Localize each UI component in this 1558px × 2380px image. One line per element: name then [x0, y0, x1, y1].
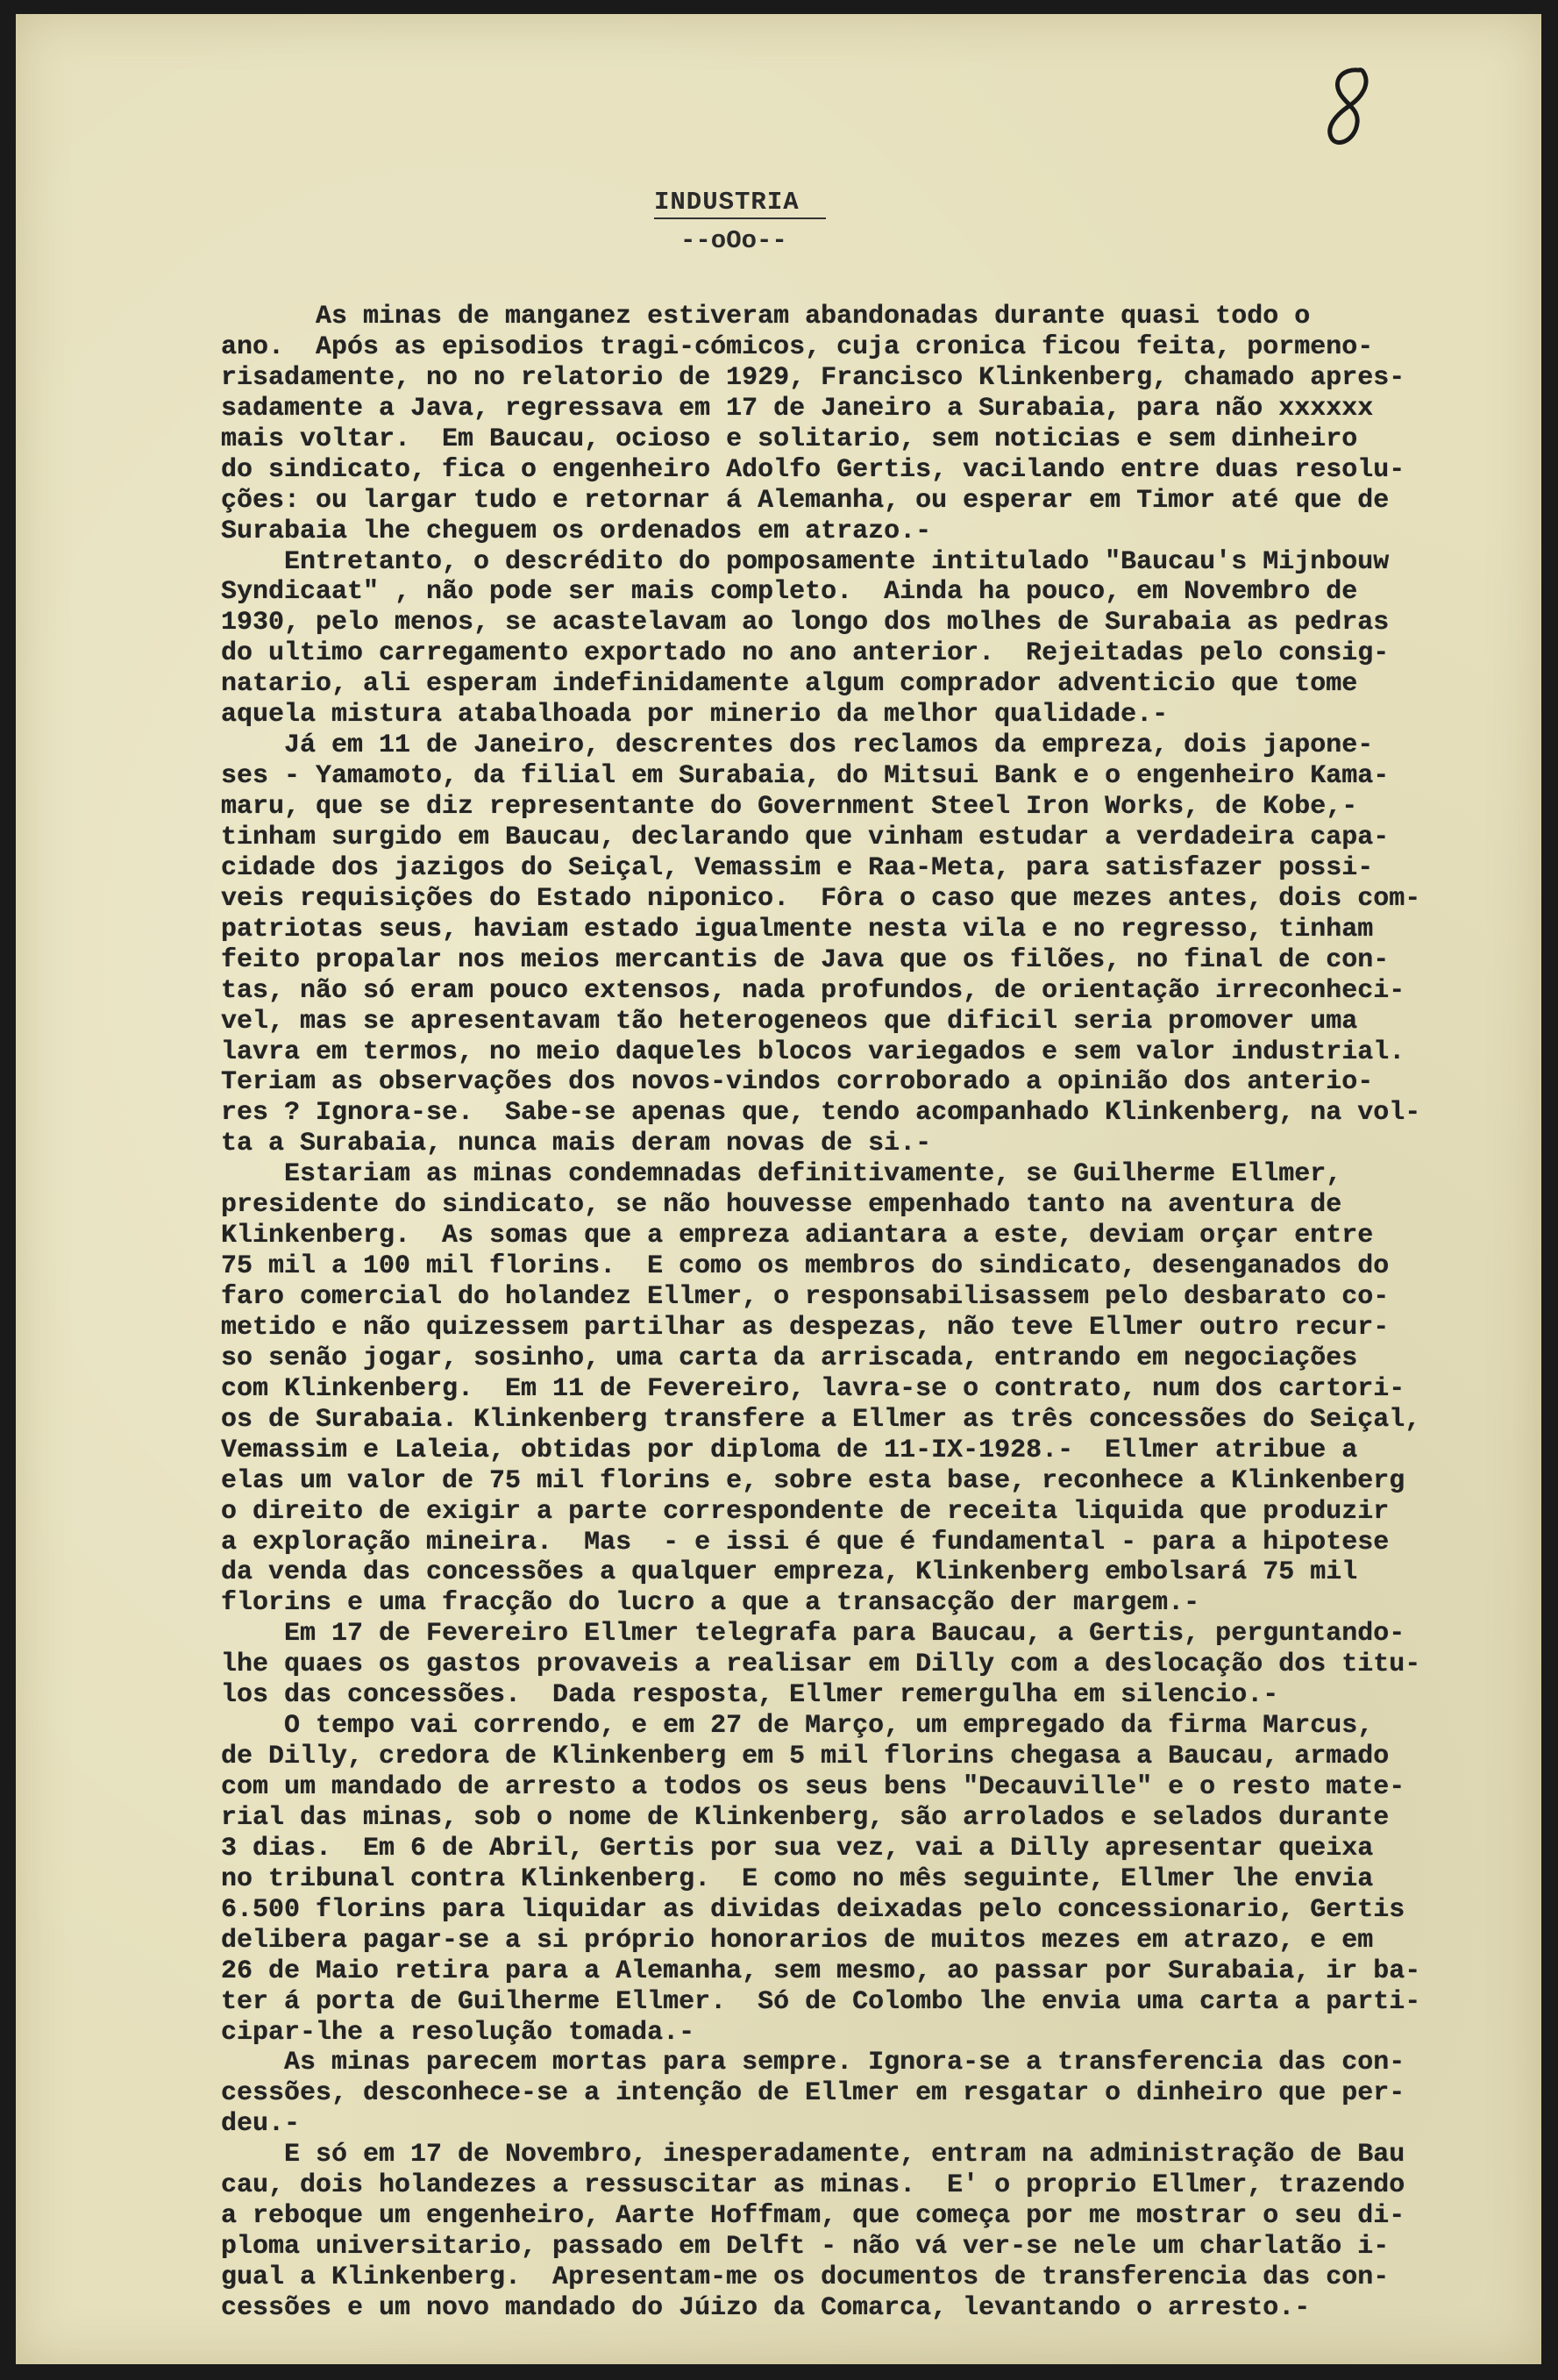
- text-line: do sindicato, fica o engenheiro Adolfo Gertis, vacilando entre duas resolu-: [221, 454, 1405, 485]
- text-line: feito propalar nos meios mercantis de Java que os filões, no final de con-: [221, 944, 1390, 975]
- text-line: Entretanto, o descrédito do pomposamente intitulado "Baucau's Mijnbouw: [221, 546, 1390, 577]
- text-line: As minas parecem mortas para sempre. Ignora-se a transferencia das con-: [221, 2048, 1405, 2078]
- text-line: cessões, desconhece-se a intenção de Ellmer em resgatar o dinheiro que per-: [221, 2078, 1405, 2109]
- text-line: ano. Após as episodios tragi-cómicos, cuja cronica ficou feita, pormeno-: [221, 331, 1374, 362]
- text-line: gual a Klinkenberg. Apresentam-me os documentos de transferencia das con-: [221, 2262, 1390, 2292]
- page-number-handwritten: [1313, 65, 1384, 161]
- text-line: risadamente, no no relatorio de 1929, Francisco Klinkenberg, chamado apres-: [221, 362, 1405, 393]
- text-line: ploma universitario, passado em Delft - não vá ver-se nele um charlatão i-: [221, 2232, 1390, 2262]
- text-line: 3 dias. Em 6 de Abril, Gertis por sua vez, vai a Dilly apresentar queixa: [221, 1833, 1374, 1863]
- text-line: metido e não quizessem partilhar as despezas, não teve Ellmer outro recur-: [221, 1312, 1390, 1343]
- text-line: de Dilly, credora de Klinkenberg em 5 mil florins chegasa a Baucau, armado: [221, 1742, 1390, 1772]
- text-line: lhe quaes os gastos provaveis a realisar em Dilly com a deslocação dos titu-: [221, 1650, 1421, 1680]
- text-line: os de Surabaia. Klinkenberg transfere a Ellmer as três concessões do Seiçal,: [221, 1404, 1421, 1435]
- page-number-glyph: [1313, 65, 1384, 161]
- text-line: presidente do sindicato, se não houvesse empenhado tanto na aventura de: [221, 1190, 1342, 1221]
- text-line: O tempo vai correndo, e em 27 de Março, um empregado da firma Marcus,: [221, 1711, 1374, 1742]
- document-page: [16, 14, 1541, 2364]
- text-line: Vemassim e Laleia, obtidas por diploma de 11-IX-1928.- Ellmer atribue a: [221, 1435, 1358, 1465]
- text-line: a reboque um engenheiro, Aarte Hoffmam, que começa por me mostrar o seu di-: [221, 2201, 1405, 2232]
- document-subtitle: --oOo--: [680, 226, 787, 255]
- text-line: Syndicaat" , não pode ser mais completo. Ainda ha pouco, em Novembro de: [221, 577, 1358, 608]
- text-line: ta a Surabaia, nunca mais deram novas de si.-: [221, 1129, 932, 1159]
- text-line: tas, não só eram pouco extensos, nada profundos, de orientação irreconheci-: [221, 975, 1405, 1006]
- text-line: mais voltar. Em Baucau, ocioso e solitario, sem noticias e sem dinheiro: [221, 424, 1358, 454]
- text-line: lavra em termos, no meio daqueles blocos variegados e sem valor industrial.: [221, 1037, 1405, 1067]
- text-line: ses - Yamamoto, da filial em Surabaia, do Mitsui Bank e o engenheiro Kama-: [221, 761, 1390, 792]
- text-line: Em 17 de Fevereiro Ellmer telegrafa para Baucau, a Gertis, perguntando-: [221, 1619, 1405, 1650]
- text-line: maru, que se diz representante do Government Steel Iron Works, de Kobe,-: [221, 792, 1358, 822]
- text-line: Teriam as observações dos novos-vindos corroborado a opinião dos anterio-: [221, 1067, 1374, 1098]
- text-line: 1930, pelo menos, se acastelavam ao longo dos molhes de Surabaia as pedras: [221, 608, 1390, 638]
- text-line: com um mandado de arresto a todos os seus bens "Decauville" e o resto mate-: [221, 1772, 1405, 1802]
- text-line: veis requisições do Estado niponico. Fôra o caso que mezes antes, dois com-: [221, 883, 1421, 914]
- text-line: As minas de manganez estiveram abandonadas durante quasi todo o: [221, 302, 1311, 331]
- document-title: INDUSTRIA: [654, 188, 800, 217]
- text-line: deu.-: [221, 2109, 301, 2140]
- text-line: da venda das concessões a qualquer empreza, Klinkenberg embolsará 75 mil: [221, 1557, 1358, 1588]
- text-line: com Klinkenberg. Em 11 de Fevereiro, lavra-se o contrato, num dos cartori-: [221, 1373, 1405, 1404]
- text-line: natario, ali esperam indefinidamente algum comprador adventicio que tome: [221, 669, 1358, 700]
- text-line: 26 de Maio retira para a Alemanha, sem mesmo, ao passar por Surabaia, ir ba-: [221, 1956, 1421, 1986]
- text-line: elas um valor de 75 mil florins e, sobre esta base, reconhece a Klinkenberg: [221, 1465, 1405, 1496]
- document-body: [221, 302, 1541, 2324]
- text-line: o direito de exigir a parte correspondente de receita liquida que produzir: [221, 1496, 1390, 1527]
- text-line: no tribunal contra Klinkenberg. E como no mês seguinte, Ellmer lhe envia: [221, 1863, 1374, 1894]
- text-line: Estariam as minas condemnadas definitivamente, se Guilherme Ellmer,: [221, 1159, 1342, 1190]
- text-line: a exploração mineira. Mas - e issi é que é fundamental - para a hipotese: [221, 1527, 1390, 1557]
- text-line: rial das minas, sob o nome de Klinkenberg, são arrolados e selados durante: [221, 1802, 1390, 1833]
- text-line: vel, mas se apresentavam tão heterogeneos que dificil seria promover uma: [221, 1006, 1358, 1037]
- text-line: ções: ou largar tudo e retornar á Alemanha, ou esperar em Timor até que de: [221, 485, 1390, 516]
- text-line: E só em 17 de Novembro, inesperadamente, entram na administração de Bau: [221, 2140, 1405, 2170]
- text-line: delibera pagar-se a si próprio honorarios de muitos mezes em atrazo, e em: [221, 1925, 1374, 1956]
- text-line: sadamente a Java, regressava em 17 de Janeiro a Surabaia, para não xxxxxx: [221, 393, 1374, 424]
- text-line: 75 mil a 100 mil florins. E como os membros do sindicato, desenganados do: [221, 1251, 1390, 1282]
- text-line: 6.500 florins para liquidar as dividas deixadas pelo concessionario, Gertis: [221, 1894, 1405, 1925]
- text-line: cau, dois holandezes a ressuscitar as minas. E' o proprio Ellmer, trazendo: [221, 2170, 1405, 2201]
- text-line: Surabaia lhe cheguem os ordenados em atrazo.-: [221, 516, 932, 546]
- text-line: tinham surgido em Baucau, declarando que vinham estudar a verdadeira capa-: [221, 822, 1390, 852]
- title-underline: [654, 217, 826, 219]
- text-line: cidade dos jazigos do Seiçal, Vemassim e Raa-Meta, para satisfazer possi-: [221, 852, 1374, 883]
- text-line: aquela mistura atabalhoada por minerio da melhor qualidade.-: [221, 700, 1169, 730]
- text-line: do ultimo carregamento exportado no ano anterior. Rejeitadas pelo consig-: [221, 638, 1390, 669]
- text-line: cipar-lhe a resolução tomada.-: [221, 2017, 695, 2048]
- text-line: faro comercial do holandez Ellmer, o responsabilisassem pelo desbarato co-: [221, 1282, 1390, 1312]
- text-line: cessões e um novo mandado do Júizo da Comarca, levantando o arresto.-: [221, 2292, 1311, 2323]
- text-line: Klinkenberg. As somas que a empreza adiantara a este, deviam orçar entre: [221, 1221, 1374, 1251]
- text-line: los das concessões. Dada resposta, Ellmer remergulha em silencio.-: [221, 1680, 1279, 1711]
- text-line: so senão jogar, sosinho, uma carta da arriscada, entrando em negociações: [221, 1343, 1358, 1373]
- text-line: res ? Ignora-se. Sabe-se apenas que, tendo acompanhado Klinkenberg, na vol-: [221, 1098, 1421, 1129]
- text-line: ter á porta de Guilherme Ellmer. Só de Colombo lhe envia uma carta a parti-: [221, 1986, 1421, 2017]
- text-line: patriotas seus, haviam estado igualmente nesta vila e no regresso, tinham: [221, 914, 1374, 944]
- text-line: Já em 11 de Janeiro, descrentes dos reclamos da empreza, dois japone-: [221, 730, 1374, 761]
- text-line: florins e uma fracção do lucro a que a transacção der margem.-: [221, 1588, 1200, 1619]
